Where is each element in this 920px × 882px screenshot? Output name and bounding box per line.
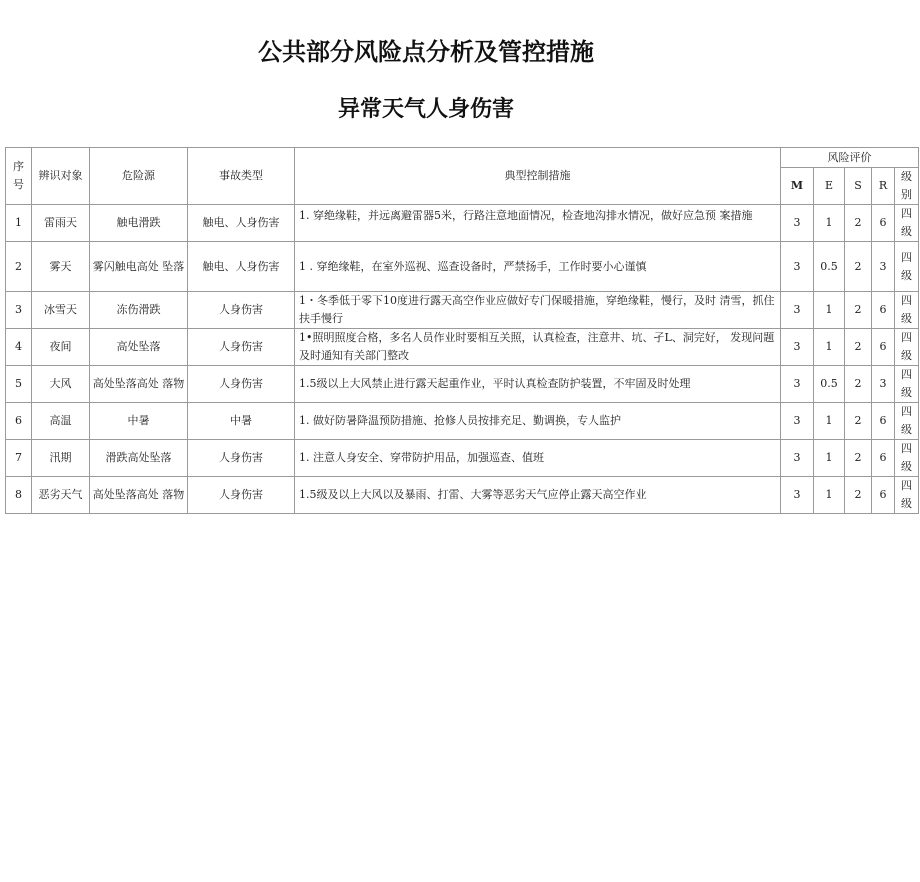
cell-seq: 5 <box>6 366 32 403</box>
table-row <box>6 366 919 403</box>
cell-object: 雷雨天 <box>32 205 90 242</box>
cell-e: 1 <box>814 329 845 366</box>
cell-seq: 3 <box>6 292 32 329</box>
cell-r: 6 <box>872 205 895 242</box>
cell-object: 大风 <box>32 366 90 403</box>
cell-type: 中暑 <box>188 403 295 440</box>
cell-level: 四级 <box>895 292 919 329</box>
cell-object: 汛期 <box>32 440 90 477</box>
cell-r: 3 <box>872 242 895 292</box>
table-row <box>6 329 919 366</box>
cell-e: 1 <box>814 292 845 329</box>
cell-hazard: 中暑 <box>90 403 188 440</box>
header-risk-eval: 风险评价 <box>781 148 919 168</box>
cell-level: 四级 <box>895 440 919 477</box>
table-row <box>6 205 919 242</box>
document-subtitle: 异常天气人身伤害 <box>337 97 514 122</box>
cell-type: 触电、人身伤害 <box>188 242 295 292</box>
cell-e: 0.5 <box>814 242 845 292</box>
header-seq: 序号 <box>6 148 32 205</box>
cell-r: 6 <box>872 477 895 514</box>
risk-control-table <box>5 147 919 514</box>
header-s: S <box>845 168 872 205</box>
cell-measure: 1 . 穿绝缘鞋，在室外巡视、巡查设备时，严禁扬手，工作时要小心谨慎 <box>295 242 781 292</box>
cell-hazard: 触电滑跌 <box>90 205 188 242</box>
table-row <box>6 477 919 514</box>
cell-m: 3 <box>781 440 814 477</box>
cell-hazard: 雾闪触电高处 坠落 <box>90 242 188 292</box>
cell-type: 人身伤害 <box>188 292 295 329</box>
cell-seq: 8 <box>6 477 32 514</box>
cell-m: 3 <box>781 329 814 366</box>
cell-seq: 4 <box>6 329 32 366</box>
cell-seq: 1 <box>6 205 32 242</box>
cell-measure: 1. 注意人身安全、穿带防护用品，加强巡查、值班 <box>295 440 781 477</box>
table-row <box>6 403 919 440</box>
cell-level: 四级 <box>895 477 919 514</box>
cell-object: 恶劣天气 <box>32 477 90 514</box>
cell-object: 冰雪天 <box>32 292 90 329</box>
cell-s: 2 <box>845 440 872 477</box>
cell-measure: 1. 穿绝缘鞋，并远离避雷器5米，行路注意地面情况，检查地沟排水情况，做好应急预 案措施 <box>295 205 781 242</box>
cell-measure: 1. 做好防暑降温预防措施、抢修人员按排充足、勤调换，专人监护 <box>295 403 781 440</box>
cell-s: 2 <box>845 366 872 403</box>
cell-r: 6 <box>872 440 895 477</box>
header-measures: 典型控制措施 <box>295 148 781 205</box>
cell-e: 0.5 <box>814 366 845 403</box>
header-r: R <box>872 168 895 205</box>
cell-e: 1 <box>814 477 845 514</box>
header-m: M <box>781 168 814 205</box>
cell-object: 夜间 <box>32 329 90 366</box>
cell-seq: 2 <box>6 242 32 292</box>
cell-s: 2 <box>845 477 872 514</box>
cell-type: 人身伤害 <box>188 366 295 403</box>
cell-type: 人身伤害 <box>188 440 295 477</box>
cell-level: 四级 <box>895 242 919 292</box>
cell-s: 2 <box>845 403 872 440</box>
cell-hazard: 高处坠落高处 落物 <box>90 477 188 514</box>
cell-hazard: 冻伤滑跌 <box>90 292 188 329</box>
cell-s: 2 <box>845 329 872 366</box>
cell-level: 四级 <box>895 366 919 403</box>
header-level: 级别 <box>895 168 919 205</box>
header-e: E <box>814 168 845 205</box>
cell-s: 2 <box>845 242 872 292</box>
cell-e: 1 <box>814 403 845 440</box>
cell-object: 高温 <box>32 403 90 440</box>
cell-r: 6 <box>872 403 895 440</box>
cell-level: 四级 <box>895 205 919 242</box>
document-title: 公共部分风险点分析及管控措施 <box>258 38 594 66</box>
cell-m: 3 <box>781 292 814 329</box>
cell-measure: 1.5级以上大风禁止进行露天起重作业，平时认真检查防护装置，不牢固及时处理 <box>295 366 781 403</box>
cell-s: 2 <box>845 292 872 329</box>
cell-level: 四级 <box>895 403 919 440</box>
cell-seq: 6 <box>6 403 32 440</box>
cell-r: 6 <box>872 329 895 366</box>
cell-type: 人身伤害 <box>188 329 295 366</box>
cell-s: 2 <box>845 205 872 242</box>
cell-m: 3 <box>781 205 814 242</box>
cell-type: 触电、人身伤害 <box>188 205 295 242</box>
cell-hazard: 滑跌高处坠落 <box>90 440 188 477</box>
header-row <box>6 148 919 168</box>
cell-measure: 1.5级及以上大风以及暴雨、打雷、大雾等恶劣天气应停止露天高空作业 <box>295 477 781 514</box>
cell-e: 1 <box>814 440 845 477</box>
cell-hazard: 高处坠落 <box>90 329 188 366</box>
header-hazard: 危险源 <box>90 148 188 205</box>
table-row <box>6 440 919 477</box>
cell-type: 人身伤害 <box>188 477 295 514</box>
cell-m: 3 <box>781 477 814 514</box>
cell-hazard: 高处坠落高处 落物 <box>90 366 188 403</box>
table-row <box>6 242 919 292</box>
cell-m: 3 <box>781 366 814 403</box>
cell-object: 雾天 <box>32 242 90 292</box>
cell-m: 3 <box>781 403 814 440</box>
header-object: 辨识对象 <box>32 148 90 205</box>
header-accident-type: 事故类型 <box>188 148 295 205</box>
table-row <box>6 292 919 329</box>
cell-r: 3 <box>872 366 895 403</box>
cell-r: 6 <box>872 292 895 329</box>
cell-m: 3 <box>781 242 814 292</box>
cell-measure: 1・冬季低于零下10度进行露天高空作业应做好专门保暖措施，穿绝缘鞋，慢行，及时 清雪，抓住扶手慢行 <box>295 292 781 329</box>
cell-e: 1 <box>814 205 845 242</box>
cell-level: 四级 <box>895 329 919 366</box>
cell-measure: 1•照明照度合格，多名人员作业时要相互关照，认真检查，注意井、坑、孑L、洞完好， 发现问题及时通知有关部门整改 <box>295 329 781 366</box>
cell-seq: 7 <box>6 440 32 477</box>
